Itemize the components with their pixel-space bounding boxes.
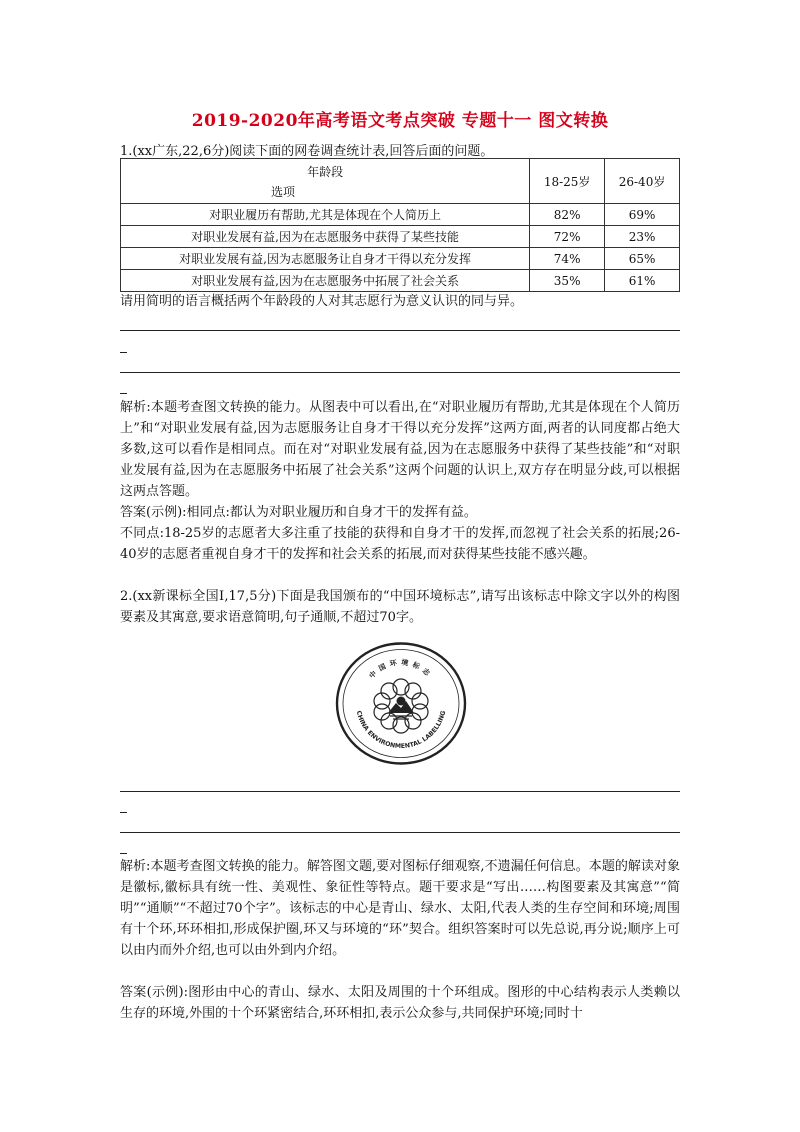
row-item: 对职业发展有益,因为志愿服务让自身才干得以充分发挥 <box>121 248 530 270</box>
logo-chinese-text: 中国环境标志 <box>367 658 435 681</box>
question-1-prompt: 1.(xx广东,22,6分)阅读下面的网卷调查统计表,回答后面的问题。 <box>120 144 494 159</box>
question-1-answer-diff: 不同点:18-25岁的志愿者大多注重了技能的获得和自身才干的发挥,而忽视了社会关系的拓展;26-40岁的志愿者重视自身才干的发挥和社会关系的拓展,而对获得某些技能不感兴趣。 <box>120 526 680 562</box>
table-row <box>121 226 680 248</box>
logo-english-text: CHINA ENVIRONMENTAL LABELLING <box>354 710 448 751</box>
row-value-18-25: 72% <box>530 226 605 248</box>
question-1-analysis: 解析:本题考查图文转换的能力。从图表中可以看出,在“对职业履历有帮助,尤其是体现在个人简历上”和“对职业发展有益,因为志愿服务让自身才干得以充分发挥”这两方面,两者的认同度都占绝大多数,这可以看作是相同点。而在对“对职业发展有益,因为在志愿服务中获得了某些技能”和“对职业发展有益,因为在志愿服务中拓展了社会关系”这两个问题的认识上,双方存在明显分歧,可以根据这两点答题。 <box>120 400 680 499</box>
table-row <box>121 270 680 292</box>
header-col-18-25: 18-25岁 <box>530 159 605 204</box>
answer-line[interactable] <box>120 791 680 792</box>
question-2-answer: 答案(示例):图形由中心的青山、绿水、太阳及周围的十个环组成。图形的中心结构表示人类赖以生存的环境,外围的十个环紧密结合,环环相扣,表示公众参与,共同保护环境;同时十 <box>120 985 680 1021</box>
answer-line-mark <box>120 853 127 854</box>
row-value-26-40: 23% <box>605 226 680 248</box>
row-item: 对职业发展有益,因为在志愿服务中获得了某些技能 <box>121 226 530 248</box>
question-1-answer-same: 答案(示例):相同点:都认为对职业履历和自身才干的发挥有益。 <box>120 505 477 520</box>
china-environmental-labelling-logo <box>334 641 468 766</box>
question-1-text: 请用简明的语言概括两个年龄段的人对其志愿行为意义认识的同与异。 <box>120 294 524 309</box>
row-value-26-40: 61% <box>605 270 680 292</box>
row-item: 对职业发展有益,因为在志愿服务中拓展了社会关系 <box>121 270 530 292</box>
mountain-water-sun-icon <box>388 697 414 720</box>
answer-line[interactable] <box>120 832 680 833</box>
answer-line-mark <box>120 393 127 394</box>
header-col-26-40: 26-40岁 <box>605 159 680 204</box>
answer-line[interactable] <box>120 330 680 331</box>
row-value-18-25: 35% <box>530 270 605 292</box>
row-value-18-25: 82% <box>530 204 605 226</box>
question-2-analysis: 解析:本题考查图文转换的能力。解答图文题,要对图标仔细观察,不遗漏任何信息。本题的解读对象是徽标,徽标具有统一性、美观性、象征性等特点。题干要求是“写出……构图要素及其寓意”“简明”“通顺”“不超过70个字”。该标志的中心是青山、绿水、太阳,代表人类的生存空间和环境;周围有十个环,环环相扣,形成保护圈,环又与环境的“环”契合。组织答案时可以先总说,再分说;顺序上可以由内而外介绍,也可以由外到内介绍。 <box>120 859 680 958</box>
question-2-prompt: 2.(xx新课标全国Ⅰ,17,5分)下面是我国颁布的“中国环境标志”,请写出该标志中除文字以外的构图要素及其寓意,要求语意简明,句子通顺,不超过70字。 <box>120 589 680 625</box>
answer-line-mark <box>120 812 127 813</box>
row-value-26-40: 69% <box>605 204 680 226</box>
row-item: 对职业履历有帮助,尤其是体现在个人简历上 <box>121 204 530 226</box>
answer-line[interactable] <box>120 372 680 373</box>
table-header-row <box>121 159 680 204</box>
ten-rings-icon <box>374 679 428 733</box>
table-row <box>121 248 680 270</box>
page-title: 2019-2020年高考语文考点突破 专题十一 图文转换 <box>191 111 609 131</box>
row-value-18-25: 74% <box>530 248 605 270</box>
table-row <box>121 204 680 226</box>
header-option-label: 选项 <box>271 185 296 199</box>
answer-line-mark <box>120 352 127 353</box>
header-age-label: 年龄段 <box>307 165 344 179</box>
row-value-26-40: 65% <box>605 248 680 270</box>
header-diagonal-cell <box>121 159 530 204</box>
survey-table <box>120 158 680 292</box>
